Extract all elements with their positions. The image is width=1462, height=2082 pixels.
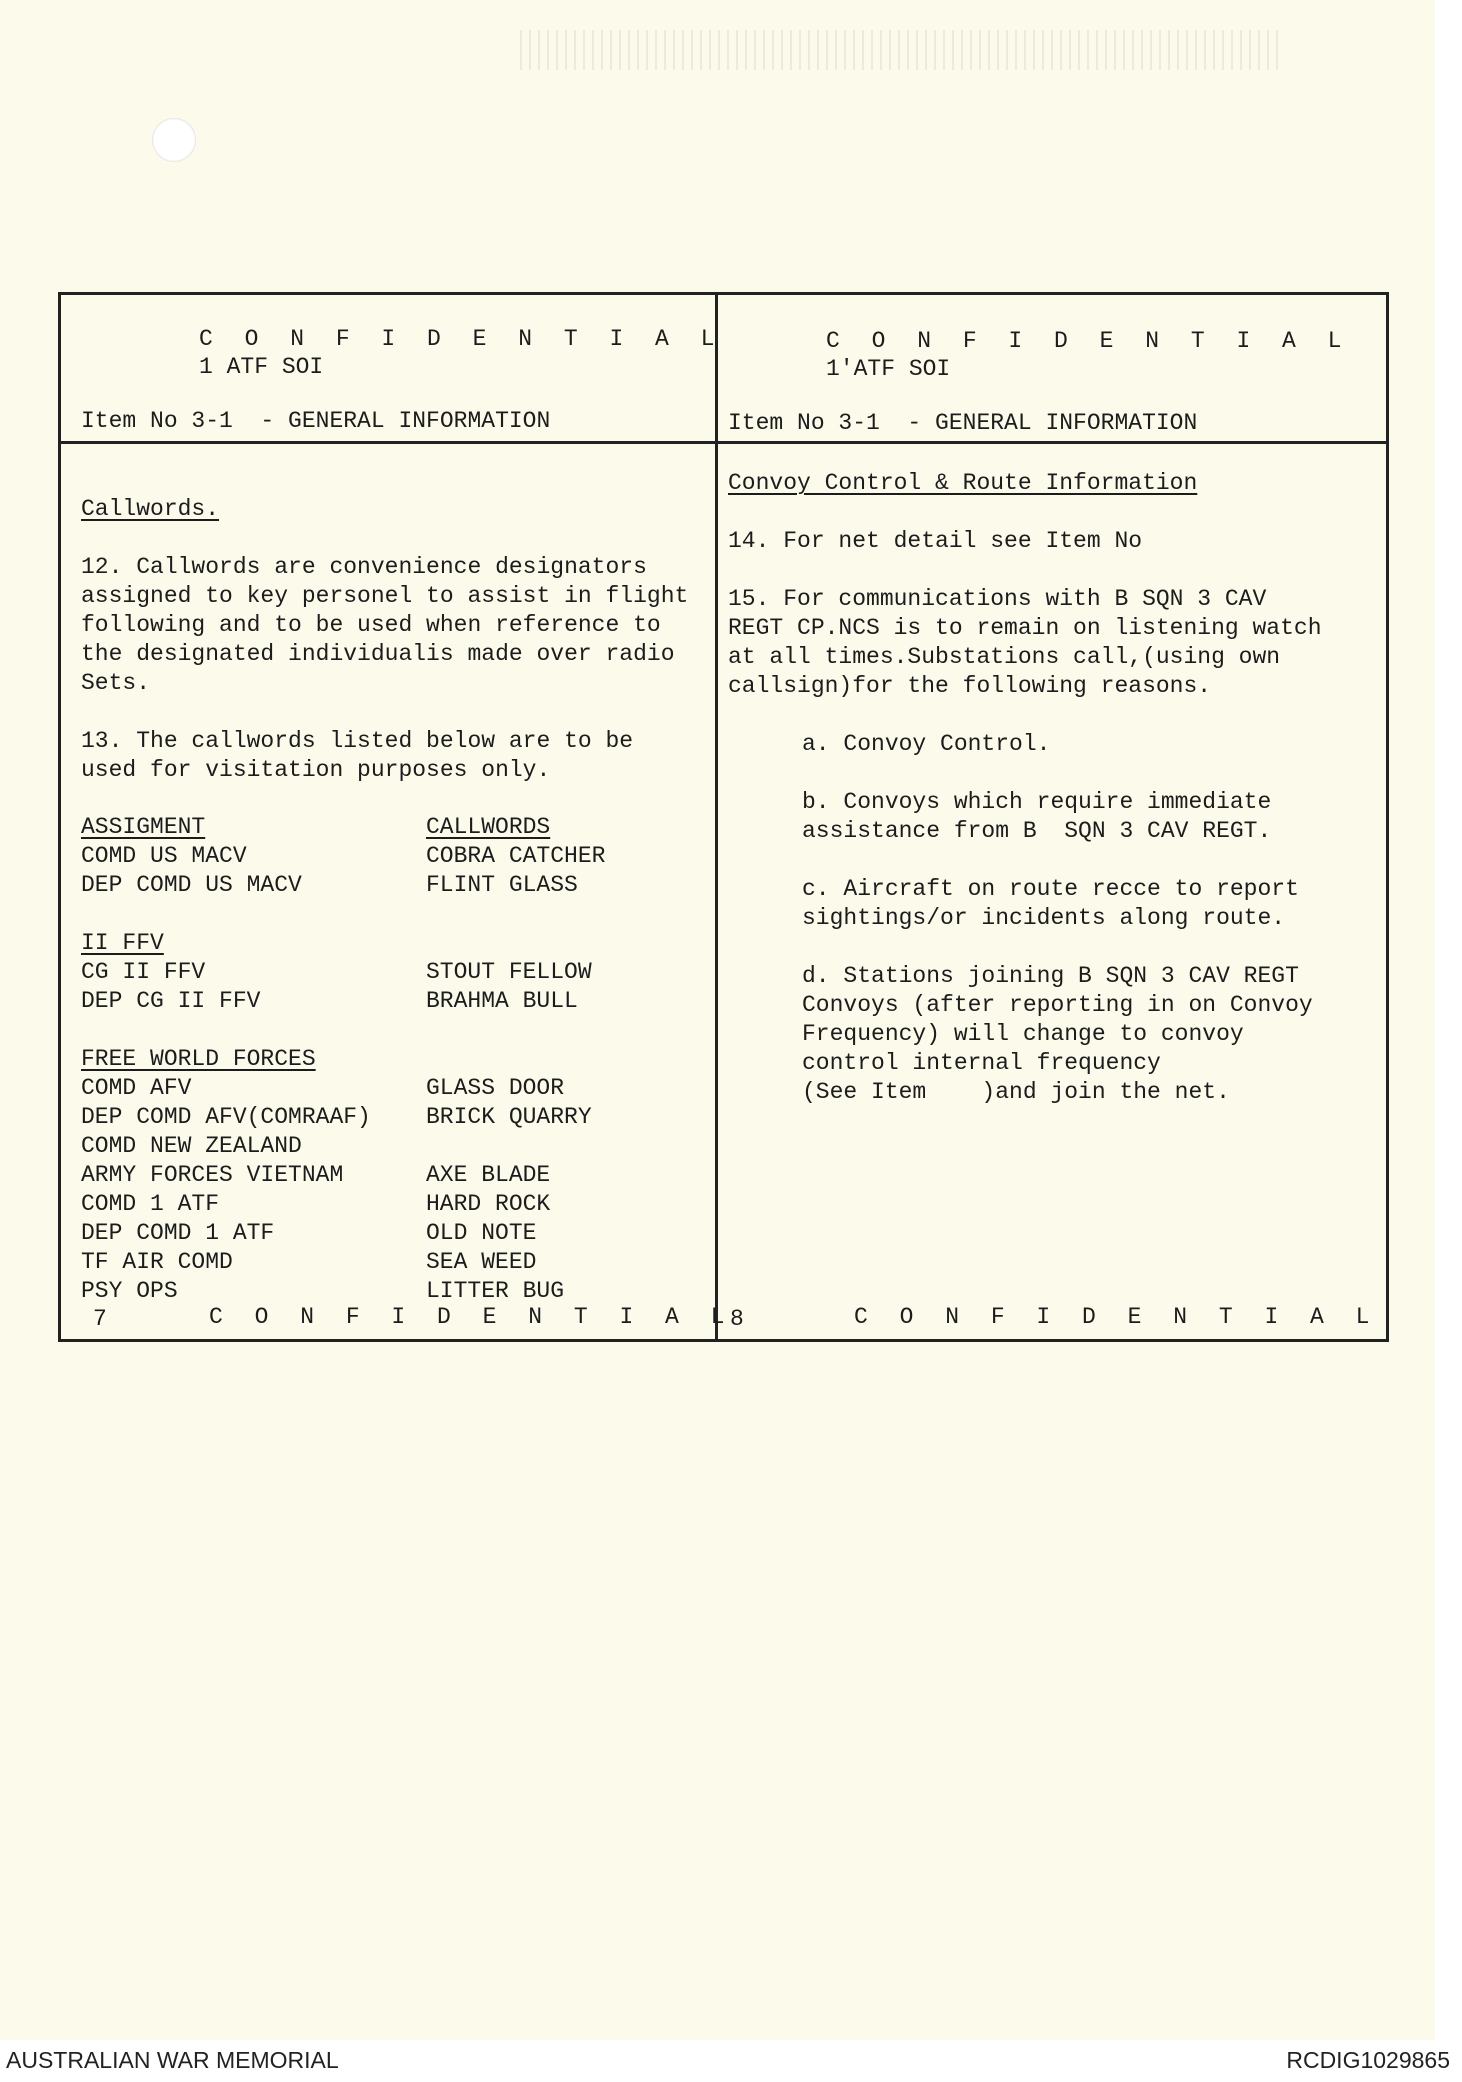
reason-a: a. Convoy Control.: [802, 731, 1051, 757]
soi-title: 1 ATF SOI: [199, 354, 324, 380]
watermark-id: RCDIG1029865: [1286, 2047, 1450, 2073]
para-12-line-2: assigned to key personel to assist in flight: [81, 583, 689, 609]
para-12-line-4: the designated individualis made over radio: [81, 641, 675, 667]
para-15-line-3: at all times.Substations call,(using own: [728, 644, 1281, 670]
assignment-cell: COMD US MACV: [81, 843, 247, 869]
assignment-cell: DEP COMD US MACV: [81, 872, 302, 898]
para-15-line-2: REGT CP.NCS is to remain on listening watch: [728, 615, 1322, 641]
callword-cell: STOUT FELLOW: [426, 959, 592, 985]
para-15-line-1: 15. For communications with B SQN 3 CAV: [728, 586, 1267, 612]
reason-d-line-4: control internal frequency: [802, 1050, 1161, 1076]
confidential-header: C O N F I D E N T I A L: [826, 328, 1351, 354]
callword-cell: OLD NOTE: [426, 1220, 537, 1246]
assignment-cell: DEP CG II FFV: [81, 988, 261, 1014]
right-page: [718, 295, 1386, 1339]
callword-cell: BRICK QUARRY: [426, 1104, 592, 1130]
assignment-cell: TF AIR COMD: [81, 1249, 233, 1275]
reason-c-line-2: sightings/or incidents along route.: [802, 905, 1286, 931]
scan-smudge: [520, 30, 1280, 70]
reason-d-line-5: (See Item )and join the net.: [802, 1079, 1230, 1105]
page-number: 8: [730, 1306, 744, 1332]
watermark-institution: AUSTRALIAN WAR MEMORIAL: [6, 2047, 339, 2073]
callword-cell: AXE BLADE: [426, 1162, 551, 1188]
para-12-line-1: 12. Callwords are convenience designators: [81, 554, 647, 580]
callword-cell: HARD ROCK: [426, 1191, 551, 1217]
assignment-cell: COMD NEW ZEALAND: [81, 1133, 302, 1159]
reason-b-line-1: b. Convoys which require immediate: [802, 789, 1272, 815]
para-12-line-5: Sets.: [81, 670, 151, 696]
reason-d-line-2: Convoys (after reporting in on Convoy: [802, 992, 1313, 1018]
callword-cell: GLASS DOOR: [426, 1075, 565, 1101]
confidential-footer: C O N F I D E N T I A L: [854, 1304, 1379, 1330]
assignment-cell: ARMY FORCES VIETNAM: [81, 1162, 344, 1188]
soi-card-frame: [58, 292, 1389, 1342]
reason-d-line-1: d. Stations joining B SQN 3 CAV REGT: [802, 963, 1299, 989]
assignment-cell: CG II FFV: [81, 959, 206, 985]
group-heading-ii-ffv: II FFV: [81, 930, 164, 956]
reason-d-line-3: Frequency) will change to convoy: [802, 1021, 1244, 1047]
assignment-cell: DEP COMD AFV(COMRAAF): [81, 1104, 371, 1130]
assignment-cell: PSY OPS: [81, 1278, 178, 1304]
page-number: 7: [93, 1306, 107, 1332]
assignment-column-heading: ASSIGMENT: [81, 814, 206, 840]
callword-cell: FLINT GLASS: [426, 872, 578, 898]
soi-title: 1'ATF SOI: [826, 356, 951, 382]
assignment-cell: COMD AFV: [81, 1075, 192, 1101]
section-heading: Callwords.: [81, 496, 220, 522]
item-heading: Item No 3-1 - GENERAL INFORMATION: [81, 408, 551, 434]
confidential-header: C O N F I D E N T I A L: [199, 326, 724, 352]
reason-c-line-1: c. Aircraft on route recce to report: [802, 876, 1299, 902]
para-13-line-2: used for visitation purposes only.: [81, 757, 551, 783]
reason-b-line-2: assistance from B SQN 3 CAV REGT.: [802, 818, 1272, 844]
para-13-line-1: 13. The callwords listed below are to be: [81, 728, 634, 754]
left-page: [61, 295, 734, 1339]
assignment-cell: DEP COMD 1 ATF: [81, 1220, 275, 1246]
callword-cell: SEA WEED: [426, 1249, 537, 1275]
punch-hole: [152, 118, 196, 162]
para-14: 14. For net detail see Item No: [728, 528, 1143, 554]
callword-cell: LITTER BUG: [426, 1278, 565, 1304]
group-heading-free-world-forces: FREE WORLD FORCES: [81, 1046, 316, 1072]
assignment-cell: COMD 1 ATF: [81, 1191, 220, 1217]
callword-cell: COBRA CATCHER: [426, 843, 606, 869]
item-heading: Item No 3-1 - GENERAL INFORMATION: [728, 410, 1198, 436]
para-12-line-3: following and to be used when reference to: [81, 612, 661, 638]
section-heading: Convoy Control & Route Information: [728, 470, 1198, 496]
callword-cell: BRAHMA BULL: [426, 988, 578, 1014]
confidential-footer: C O N F I D E N T I A L: [209, 1304, 734, 1330]
para-15-line-4: callsign)for the following reasons.: [728, 673, 1212, 699]
callwords-column-heading: CALLWORDS: [426, 814, 551, 840]
